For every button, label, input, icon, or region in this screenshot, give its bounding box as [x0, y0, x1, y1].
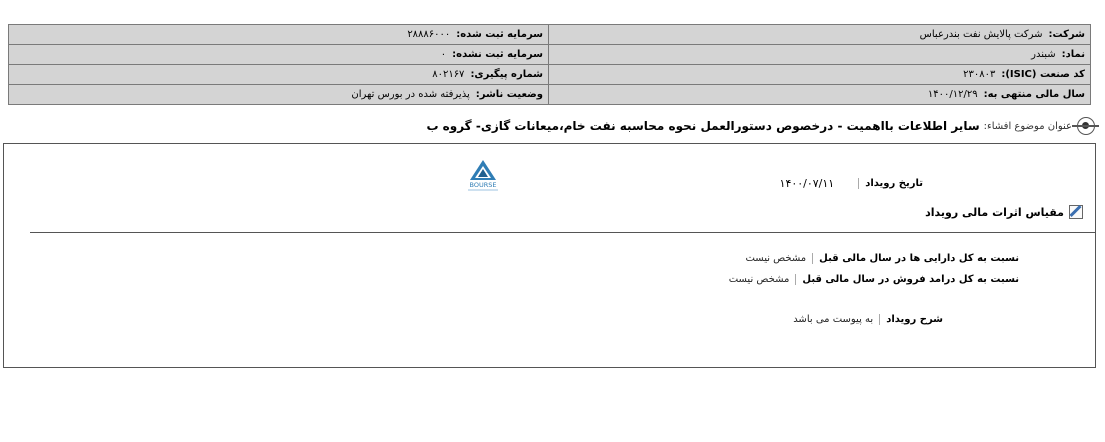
- event-date-value: ۱۴۰۰/۰۷/۱۱: [779, 177, 835, 190]
- publisher-status-cell: [9, 85, 549, 105]
- fiscal-year-cell: [549, 85, 1091, 105]
- tracking-value: ۸۰۲۱۶۷: [432, 69, 465, 80]
- ratio-revenue-value: مشخص نیست: [728, 274, 790, 285]
- info-row: [9, 85, 1091, 105]
- ratio-assets-value: مشخص نیست: [745, 253, 807, 264]
- fiscal-year-label: سال مالی منتهی به:: [983, 89, 1085, 100]
- ratio-revenue-row: [729, 274, 1019, 285]
- fiscal-year-value: ۱۴۰۰/۱۲/۲۹: [927, 89, 978, 100]
- company-info-table: [8, 24, 1091, 105]
- symbol-value: شبندر: [1031, 49, 1056, 60]
- target-icon: [1077, 117, 1095, 135]
- ratio-assets-row: [745, 253, 1019, 264]
- edit-icon: [1069, 205, 1083, 219]
- unregistered-capital-label: سرمایه ثبت نشده:: [452, 49, 543, 60]
- isic-label: کد صنعت (ISIC):: [1001, 69, 1085, 80]
- registered-capital-cell: [9, 25, 549, 45]
- section-title: [925, 205, 1083, 219]
- event-date: [780, 177, 923, 190]
- info-row: [9, 65, 1091, 85]
- section-title-text: مقیاس اثرات مالی رویداد: [925, 205, 1064, 219]
- ratio-assets-label: نسبت به کل دارایی ها در سال مالی قبل: [812, 253, 1019, 264]
- tracking-label: شماره پیگیری:: [470, 69, 543, 80]
- ratio-revenue-label: نسبت به کل درامد فروش در سال مالی قبل: [795, 274, 1019, 285]
- company-value: شرکت پالایش نفت بندرعباس: [919, 29, 1043, 40]
- company-label: شرکت:: [1048, 29, 1085, 40]
- event-panel: [3, 143, 1096, 368]
- unregistered-capital-value: ۰: [440, 49, 447, 60]
- info-row: [9, 25, 1091, 45]
- isic-cell: [549, 65, 1091, 85]
- tracking-cell: [9, 65, 549, 85]
- subject-label: عنوان موضوع افشاء:: [983, 120, 1072, 132]
- symbol-label: نماد:: [1061, 49, 1085, 60]
- subject-title: سایر اطلاعات بااهمیت - درخصوص دستورالعمل نحوه محاسبه نفت خام،میعانات گازی- گروه ب: [426, 119, 980, 133]
- publisher-status-label: وضعیت ناشر:: [475, 89, 543, 100]
- isic-value: ۲۳۰۸۰۳: [963, 69, 996, 80]
- description-value: به پیوست می باشد: [793, 314, 874, 325]
- publisher-status-value: پذیرفته شده در بورس تهران: [351, 89, 470, 100]
- bourse-logo: [456, 158, 510, 192]
- logo-text: BOURSE: [469, 181, 497, 189]
- description-row: [793, 314, 943, 325]
- event-date-label: تاریخ رویداد: [858, 178, 923, 189]
- unregistered-capital-cell: [9, 45, 549, 65]
- divider: [30, 232, 1095, 233]
- subject-line: [426, 117, 1095, 135]
- registered-capital-label: سرمایه ثبت شده:: [456, 29, 543, 40]
- info-row: [9, 45, 1091, 65]
- description-label: شرح رویداد: [879, 314, 943, 325]
- company-cell: [549, 25, 1091, 45]
- symbol-cell: [549, 45, 1091, 65]
- registered-capital-value: ۲۸۸۸۶۰۰۰: [407, 29, 451, 40]
